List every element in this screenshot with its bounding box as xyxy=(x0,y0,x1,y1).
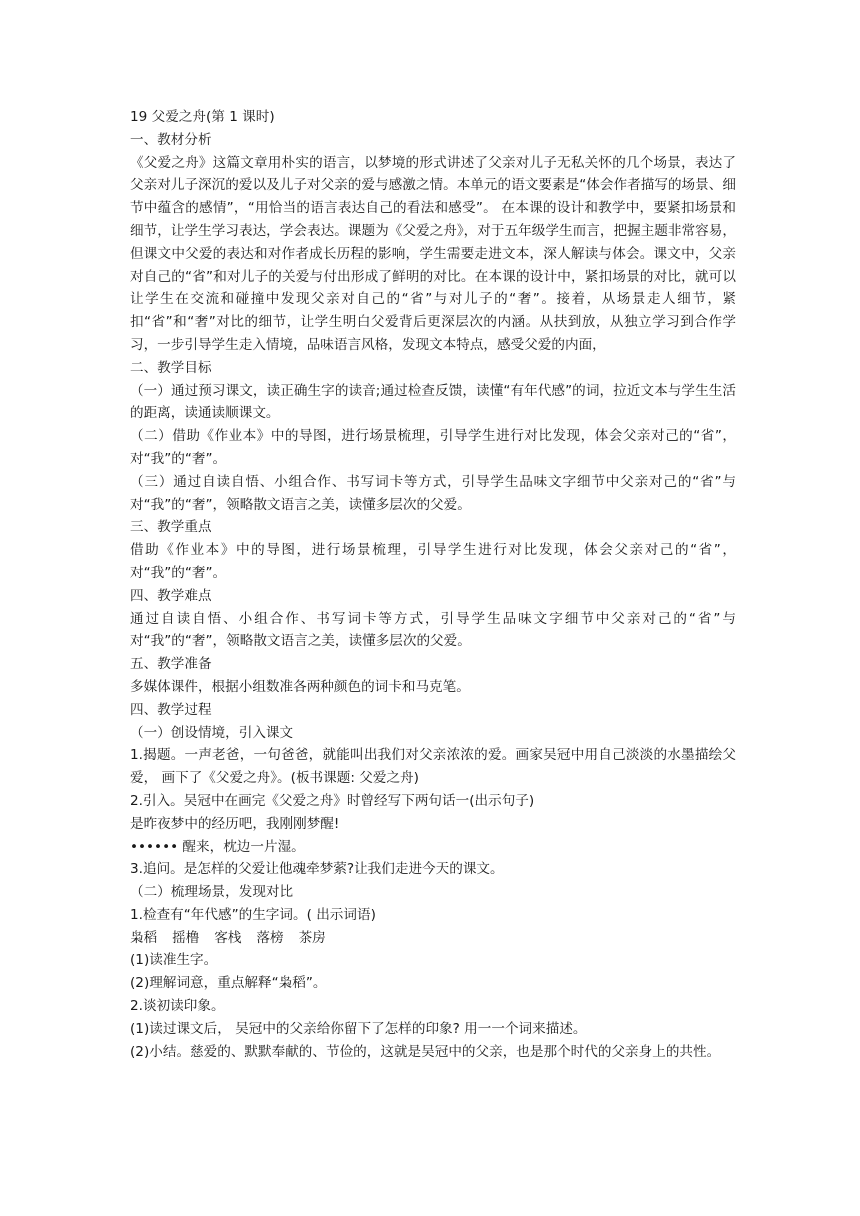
substep-read-characters: (1)读准生字。 xyxy=(130,952,218,969)
teaching-goal-1: （一）通过预习课文，读正确生字的读音;通过检查反馈，读懂“有年代感”的词，拉近文本与学生生活的距离，读通读顺课文。 xyxy=(130,382,736,422)
process-part-1-heading: （一）创设情境，引入课文 xyxy=(130,724,294,741)
section-heading-preparation: 五、教学准备 xyxy=(130,656,212,673)
section-heading-material-analysis: 一、教材分析 xyxy=(130,131,212,148)
process-step-check-words: 1.检查有“年代感”的生字词。( 出示词语) xyxy=(130,906,376,923)
key-points-paragraph: 借助《作业本》中的导图，进行场景梳理，引导学生进行对比发现，体会父亲对己的“省”，对“我”的“奢”。 xyxy=(130,542,736,581)
substep-summary: (2)小结。慈爱的、默默奉献的、节俭的，这就是吴冠中的父亲，也是那个时代的父亲身上的共性。 xyxy=(130,1043,721,1060)
process-step-reveal-title: 1.揭题。一声老爸，一句爸爸，就能叫出我们对父亲浓浓的爱。画家吴冠中用自己淡淡的水墨描绘父爱， 画下了《父爱之舟》。(板书课题: 父爱之舟) xyxy=(130,747,736,787)
vocabulary-word: 枭稻 xyxy=(130,929,158,946)
process-step-follow-up: 3.追问。是怎样的父爱让他魂牵梦萦?让我们走进今天的课文。 xyxy=(130,861,504,878)
section-heading-teaching-goals: 二、教学目标 xyxy=(130,359,212,376)
vocabulary-word: 客栈 xyxy=(214,929,242,946)
difficulties-paragraph: 通过自读自悟、小组合作、书写词卡等方式，引导学生品味文字细节中父亲对己的“省”与对“我”的“奢”，领略散文语言之美，读懂多层次的父爱。 xyxy=(130,610,736,650)
document-page xyxy=(130,106,736,1063)
material-analysis-paragraph: 《父爱之舟》这篇文章用朴实的语言，以梦境的形式讲述了父亲对儿子无私关怀的几个场景，表达了父亲对儿子深沉的爱以及儿子对父亲的爱与感激之情。本单元的语文要素是“体会作者描写的场景、细节中蕴含的感情”，“用恰当的语言表达自己的看法和感受”。 在本课的设计和教学中，要紧扣场景和细节，让学生学习表达，学会表达。课题为《父爱之舟》，对于五年级学生而言，把握主题非常容易，但课文中父爱的表达和对作者成长历程的影响，学生需要走进文本，深人解读与体会。课文中，父亲对自己的“省”和对儿子的关爱与付出形成了鲜明的对比。在本课的设计中，紧扣场景的对比，就可以让学生在交流和碰撞中发现父亲对自己的“省”与对儿子的“奢”。接着，从场景走人细节，紧扣“省”和“奢”对比的细节，让学生明白父爱背后更深层次的内涵。从扶到放，从独立学习到合作学习，一步引导学生走入情境，品味语言风格，发现文本特点，感受父爱的内面， xyxy=(130,154,736,353)
section-heading-difficulties: 四、教学难点 xyxy=(130,587,212,604)
section-heading-teaching-process: 四、教学过程 xyxy=(130,701,212,718)
vocabulary-word: 茶房 xyxy=(298,929,326,946)
process-part-2-heading: （二）梳理场景，发现对比 xyxy=(130,884,294,901)
process-step-first-impression: 2.谈初读印象。 xyxy=(130,998,225,1015)
substep-describe-father: (1)读过课文后， 吴冠中的父亲给你留下了怎样的印象? 用一一个词来描述。 xyxy=(130,1020,587,1037)
substep-understand-words: (2)理解词意，重点解释“枭稻”。 xyxy=(130,975,327,992)
vocabulary-word: 摇橹 xyxy=(172,929,200,946)
quote-line-2: •••••• 醒来，枕边一片湿。 xyxy=(130,838,305,855)
quote-line-1: 是昨夜梦中的经历吧，我刚刚梦醒! xyxy=(130,815,340,832)
section-heading-key-points: 三、教学重点 xyxy=(130,519,212,536)
preparation-paragraph: 多媒体课件，根据小组数准各两种颜色的词卡和马克笔。 xyxy=(130,678,470,695)
process-step-introduce: 2.引入。吴冠中在画完《父爱之舟》时曾经写下两句话一(出示句子) xyxy=(130,792,535,809)
vocabulary-word: 落榜 xyxy=(256,929,284,946)
lesson-title: 19 父爱之舟(第 1 课时) xyxy=(130,109,275,125)
teaching-goal-2: （二）借助《作业本》中的导图，进行场景梳理，引导学生进行对比发现，体会父亲对己的“省”，对“我”的“奢”。 xyxy=(130,428,736,467)
vocabulary-word-list xyxy=(130,927,736,950)
teaching-goal-3: （三）通过自读自悟、小组合作、书写词卡等方式，引导学生品味文字细节中父亲对己的“省”与对“我”的“奢”，领略散文语言之美，读懂多层次的父爱。 xyxy=(130,473,736,513)
